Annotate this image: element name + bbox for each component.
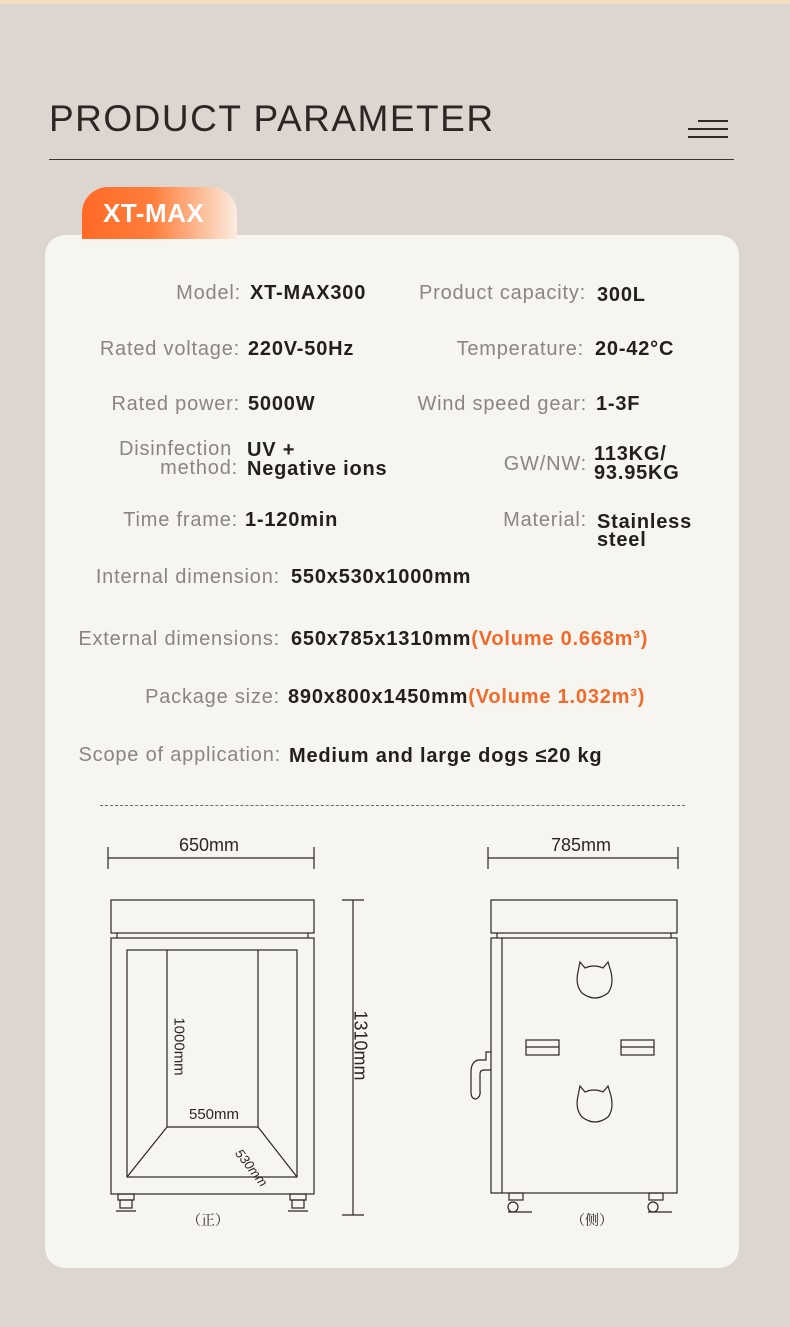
side-view-caption: （侧） [571,1212,613,1228]
front-view-cabinet [111,900,314,1211]
temperature-value: 20-42°C [595,338,675,360]
side-depth-label: 785mm [551,835,612,855]
time-label: Time frame: [123,509,238,531]
front-left-wheel [116,1194,136,1211]
wind-label: Wind speed gear: [417,393,587,415]
voltage-label: Rated voltage: [99,338,240,360]
package-label: Package size: [145,686,280,708]
scope-value: Medium and large dogs ≤20 kg [289,745,603,767]
package-volume-note: (Volume 1.032m³) [468,686,646,708]
external-dimensions: 650x785x1310mm [291,628,472,650]
weight-label: GW/NW: [503,453,587,475]
disinfection-value-line1: UV + [247,439,296,461]
disinfection-label-line2: method: [160,457,238,479]
scope-label: Scope of application: [78,744,281,766]
cat-vent-icon-bottom [577,1086,612,1122]
material-label: Material: [503,509,587,531]
model-tab[interactable]: XT-MAX [82,187,237,239]
capacity-value: 300L [597,284,646,306]
wind-value: 1-3F [596,393,641,415]
inner-width-label: 550mm [189,1106,240,1123]
power-value: 5000W [248,393,316,415]
front-view-caption: （正） [187,1212,229,1228]
disinfection-label-line1: Disinfection [119,438,232,460]
weight-value-line1: 113KG/ [594,443,667,465]
voltage-value: 220V-50Hz [248,338,355,360]
front-width-label: 650mm [179,835,240,855]
height-label: 1310mm [350,1010,371,1081]
internal-label: Internal dimension: [95,566,280,588]
external-volume-note: (Volume 0.668m³) [471,628,649,650]
front-right-wheel [288,1194,308,1211]
external-label: External dimensions: [78,628,280,650]
capacity-label: Product capacity: [418,282,586,304]
weight-value-line2: 93.95KG [594,462,680,484]
model-label: Model: [176,282,241,304]
page-title: PRODUCT PARAMETER [49,98,495,139]
inner-height-label: 1000mm [170,1017,188,1076]
door-handle-icon [471,1052,491,1099]
side-left-wheel [508,1193,532,1212]
temperature-label: Temperature: [456,338,584,360]
model-value: XT-MAX300 [250,282,367,304]
package-dimensions: 890x800x1450mm [288,686,469,708]
cat-vent-icon-top [577,962,612,998]
side-right-wheel [648,1193,672,1212]
time-value: 1-120min [245,509,339,531]
material-value-line1: Stainless [597,511,693,533]
material-value-line2: steel [597,529,647,551]
power-label: Rated power: [111,393,240,415]
disinfection-value-line2: Negative ions [247,458,388,480]
inner-depth-label: 530mm [232,1146,271,1190]
internal-value: 550x530x1000mm [291,566,472,588]
side-view-cabinet [471,900,677,1212]
